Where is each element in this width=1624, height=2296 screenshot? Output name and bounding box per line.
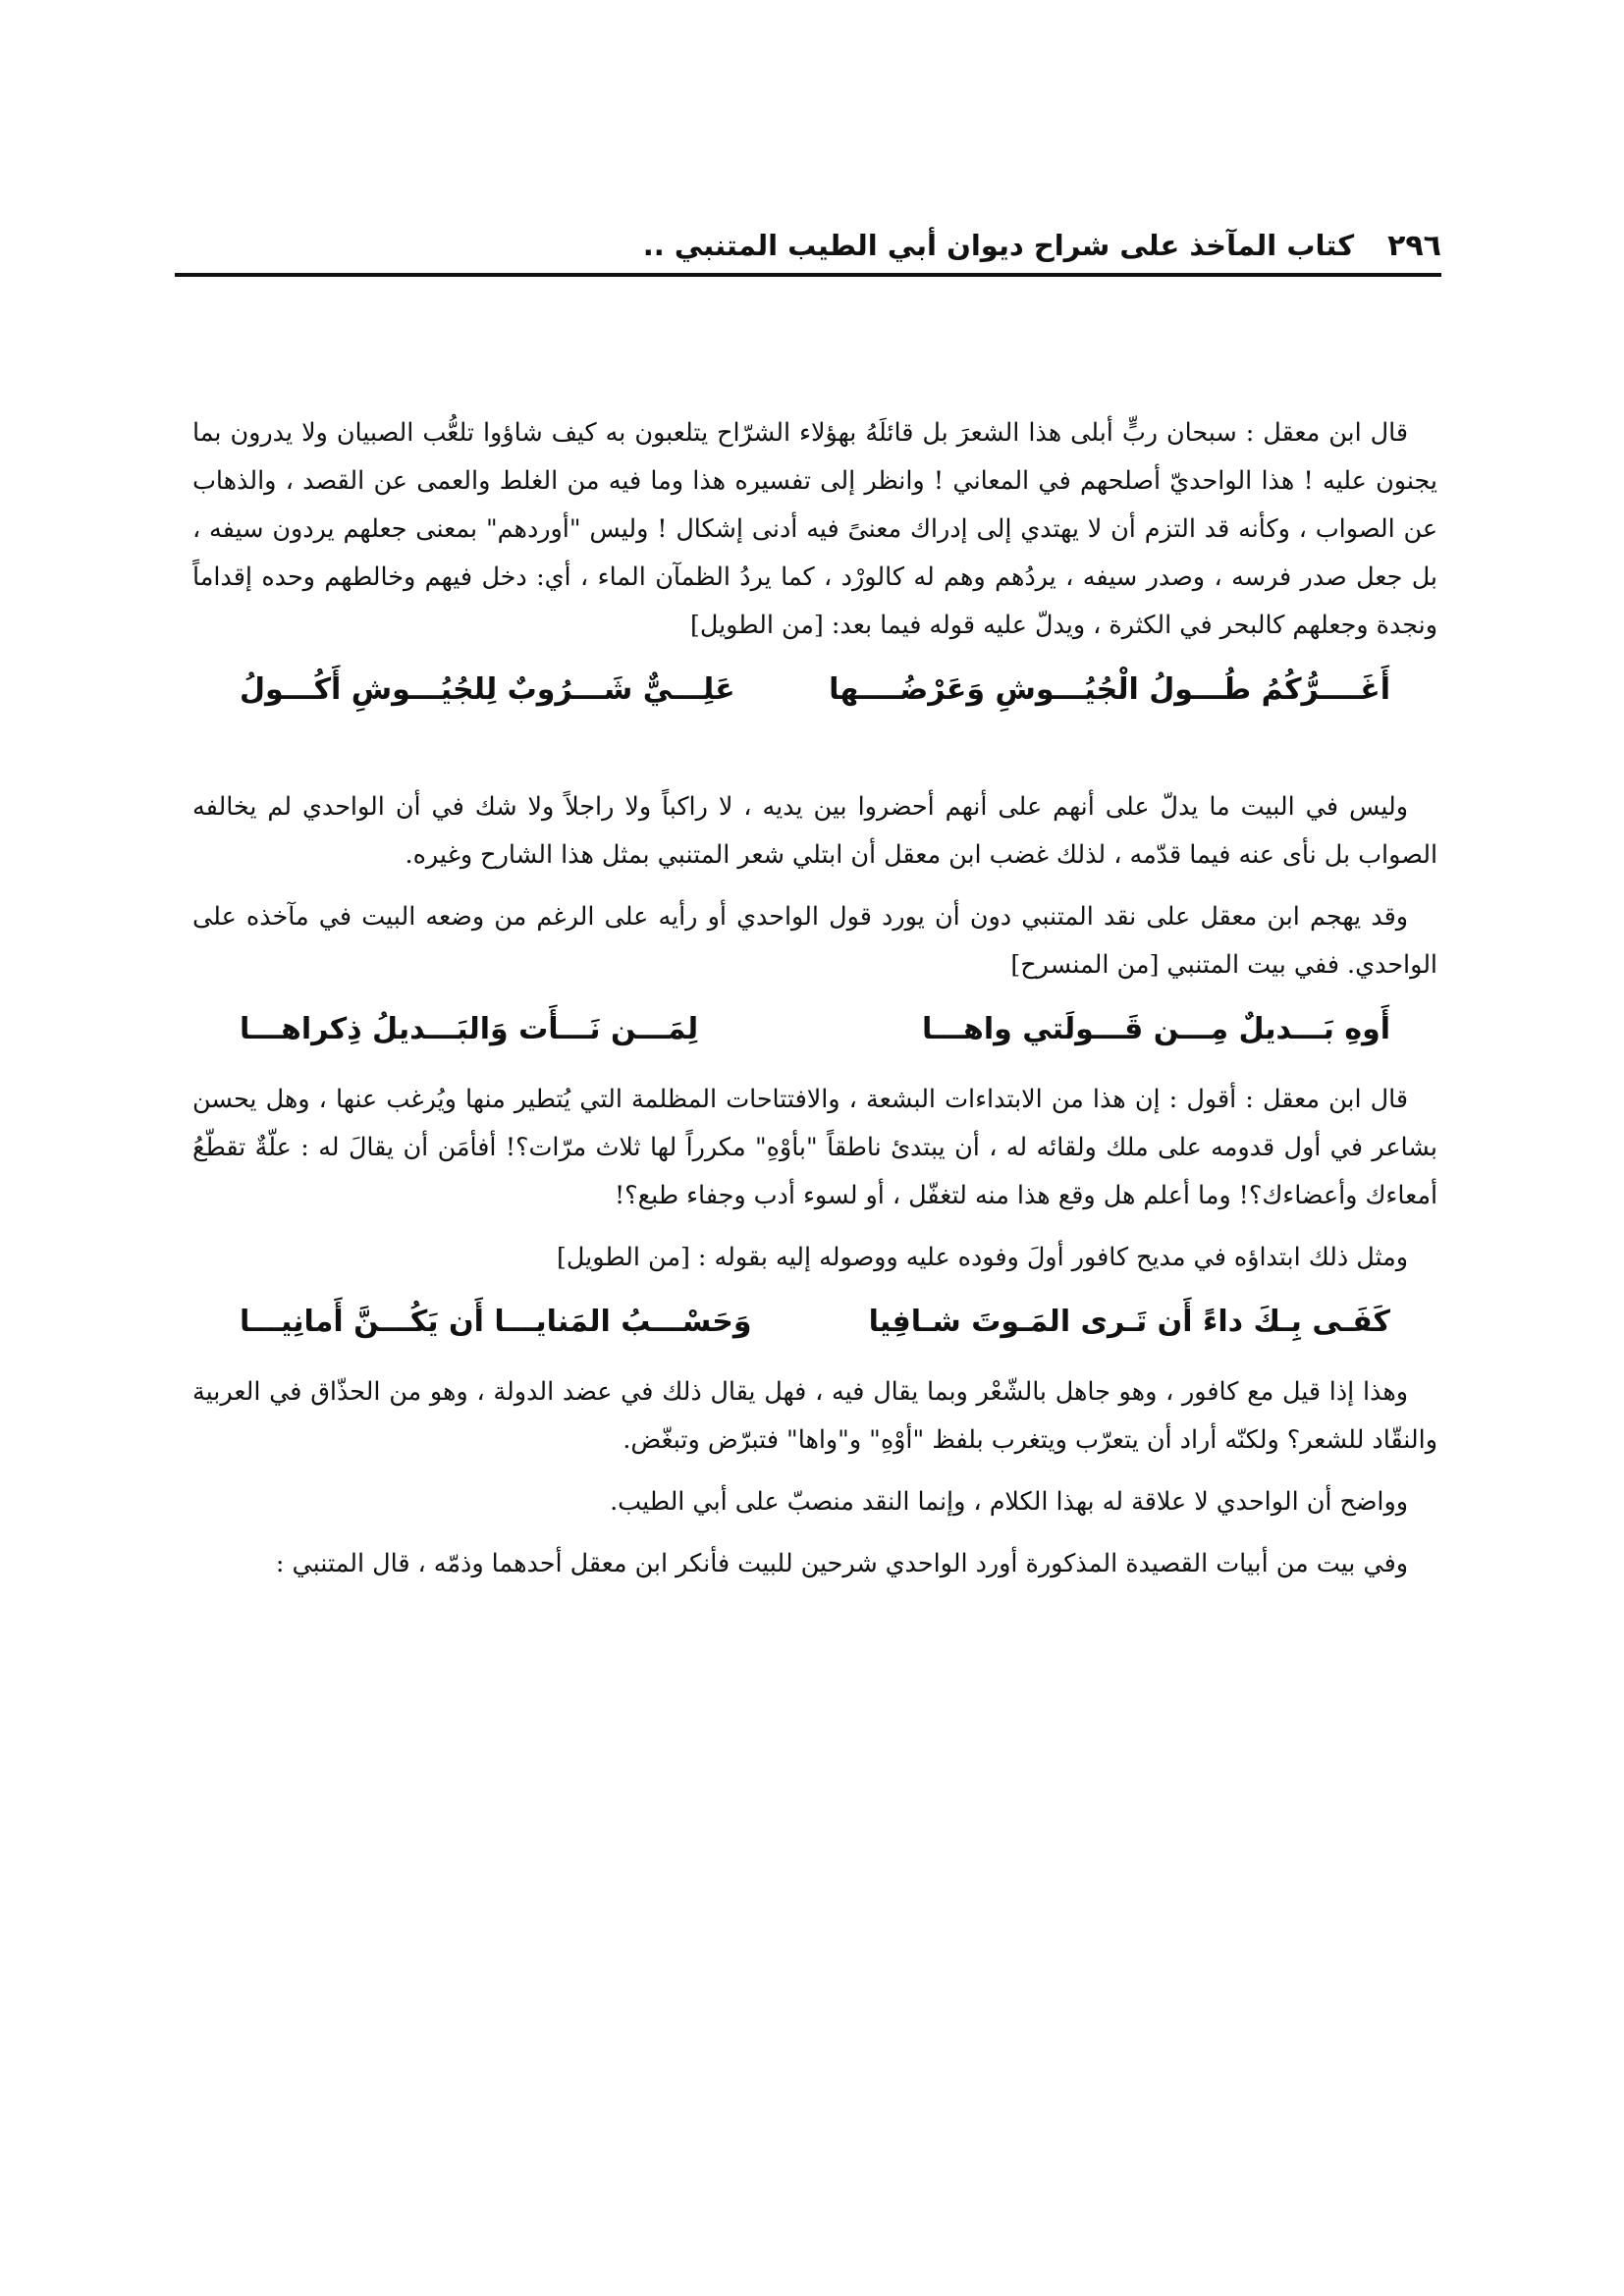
verse-line-3: [192, 1295, 1437, 1350]
book-title: كتاب المآخذ على شراح ديوان أبي الطيب المتنبي ..: [642, 229, 1355, 262]
paragraph-adud-al-dawla: وهذا إذا قيل مع كافور ، وهو جاهل بالشّعْر وبما يقال فيه ، فهل يقال ذلك في عضد الدولة ، وهو من الحذّاق في العربية والنقّاد للشعر؟ ولكنّه أراد أن يتعرّب ويتغرب بلفظ "أوْهِ" و"واها" فتبرّض وتبغّض.: [192, 1376, 1437, 1454]
verse-3-second-hemistich: وَحَسْـــبُ المَنايـــا أَن يَكُـــنَّ أَمانِيـــا: [240, 1305, 752, 1339]
verse-3-first-hemistich: كَفَـى بِـكَ داءً أَن تَـرى المَـوتَ شـافِيا: [868, 1305, 1390, 1339]
verse-1-first-hemistich: أَغَــــرُّكُمُ طُـــولُ الْجُيُـــوشِ وَعَرْضُــــها: [829, 672, 1390, 707]
running-head: [175, 218, 1441, 273]
header-rule: [175, 273, 1441, 277]
paragraph-verse-explanation: وليس في البيت ما يدلّ على أنهم على أنهم أحضروا بين يديه ، لا راكباً ولا راجلاً ولا شك في أن الواحدي لم يخالفه الصواب بل نأى عنه فيما قدّمه ، لذلك غضب ابن معقل أن ابتلي شعر المتنبي بمثل هذا الشارح وغيره.: [192, 791, 1437, 869]
body-text: [192, 408, 1437, 2018]
verse-line-1: [192, 663, 1437, 718]
verse-2-second-hemistich: لِمَـــن نَـــأَت وَالبَـــديلُ ذِكراهـــا: [240, 1012, 699, 1046]
paragraph-critique-intro: وقد يهجم ابن معقل على نقد المتنبي دون أن يورد قول الواحدي أو رأيه على الرغم من وضعه البيت في مآخذه على الواحدي. ففي بيت المتنبي [من المنسرح]: [192, 901, 1437, 979]
paragraph-ibn-maqil-openings: قال ابن معقل : أقول : إن هذا من الابتداءات البشعة ، والافتتاحات المظلمة التي يُتطير منها ويُرغب عنها ، وهل يحسن بشاعر في أول قدومه على ملك ولقائه له ، أن يبتدئ ناطقاً "بأوْهِ" مكرراً لها ثلاث مرّات؟! أفأمَن أن يقالَ له : علّةٌ تقطّعُ أمعاءك وأعضاءك؟! وما أعلم هل وقع هذا منه لتغفّل ، أو لسوء أدب وجفاء طبع؟!: [192, 1084, 1437, 1209]
page-number: ٢٩٦: [1387, 228, 1441, 263]
verse-line-2: [192, 1002, 1437, 1057]
verse-2-first-hemistich: أَوهِ بَـــديلٌ مِـــن قَـــولَتي واهـــا: [922, 1012, 1390, 1046]
verse-1-second-hemistich: عَلِـــيٌّ شَـــرُوبٌ لِلجُيُـــوشِ أَكُـــولُ: [240, 672, 735, 707]
paragraph-ibn-maqil-comment: قال ابن معقل : سبحان ربٍّ أبلى هذا الشعرَ بل قائلَهُ بهؤلاء الشرّاح يتلعبون به كيف شاؤوا تلعُّب الصبيان ولا يدرون بما يجنون عليه ! هذا الواحديّ أصلحهم في المعاني ! وانظر إلى تفسيره هذا وما فيه من الغلط والعمى عن القصد ، والذهاب عن الصواب ، وكأنه قد التزم أن لا يهتدي إلى إدراك معنىً فيه أدنى إشكال ! وليس "أوردهم" بمعنى جعلهم يردون سيفه ، بل جعل صدر فرسه ، وصدر سيفه ، يردُهم وهم له كالورْد ، كما يردُ الظمآن الماء ، أي: دخل فيهم وخالطهم وحده إقداماً ونجدة وجعلهم كالبحر في الكثرة ، ويدلّ عليه قوله فيما بعد: [من الطويل]: [192, 417, 1437, 639]
paragraph-two-explanations: وفي بيت من أبيات القصيدة المذكورة أورد الواحدي شرحين للبيت فأنكر ابن معقل أحدهما وذمّه ، قال المتنبي :: [275, 1548, 1408, 1577]
paragraph-kafur-opening: ومثل ذلك ابتداؤه في مديح كافور أولَ وفوده عليه ووصوله إليه بقوله : [من الطويل]: [557, 1242, 1408, 1271]
paragraph-criticism-target: وواضح أن الواحدي لا علاقة له بهذا الكلام ، وإنما النقد منصبّ على أبي الطيب.: [610, 1486, 1408, 1516]
